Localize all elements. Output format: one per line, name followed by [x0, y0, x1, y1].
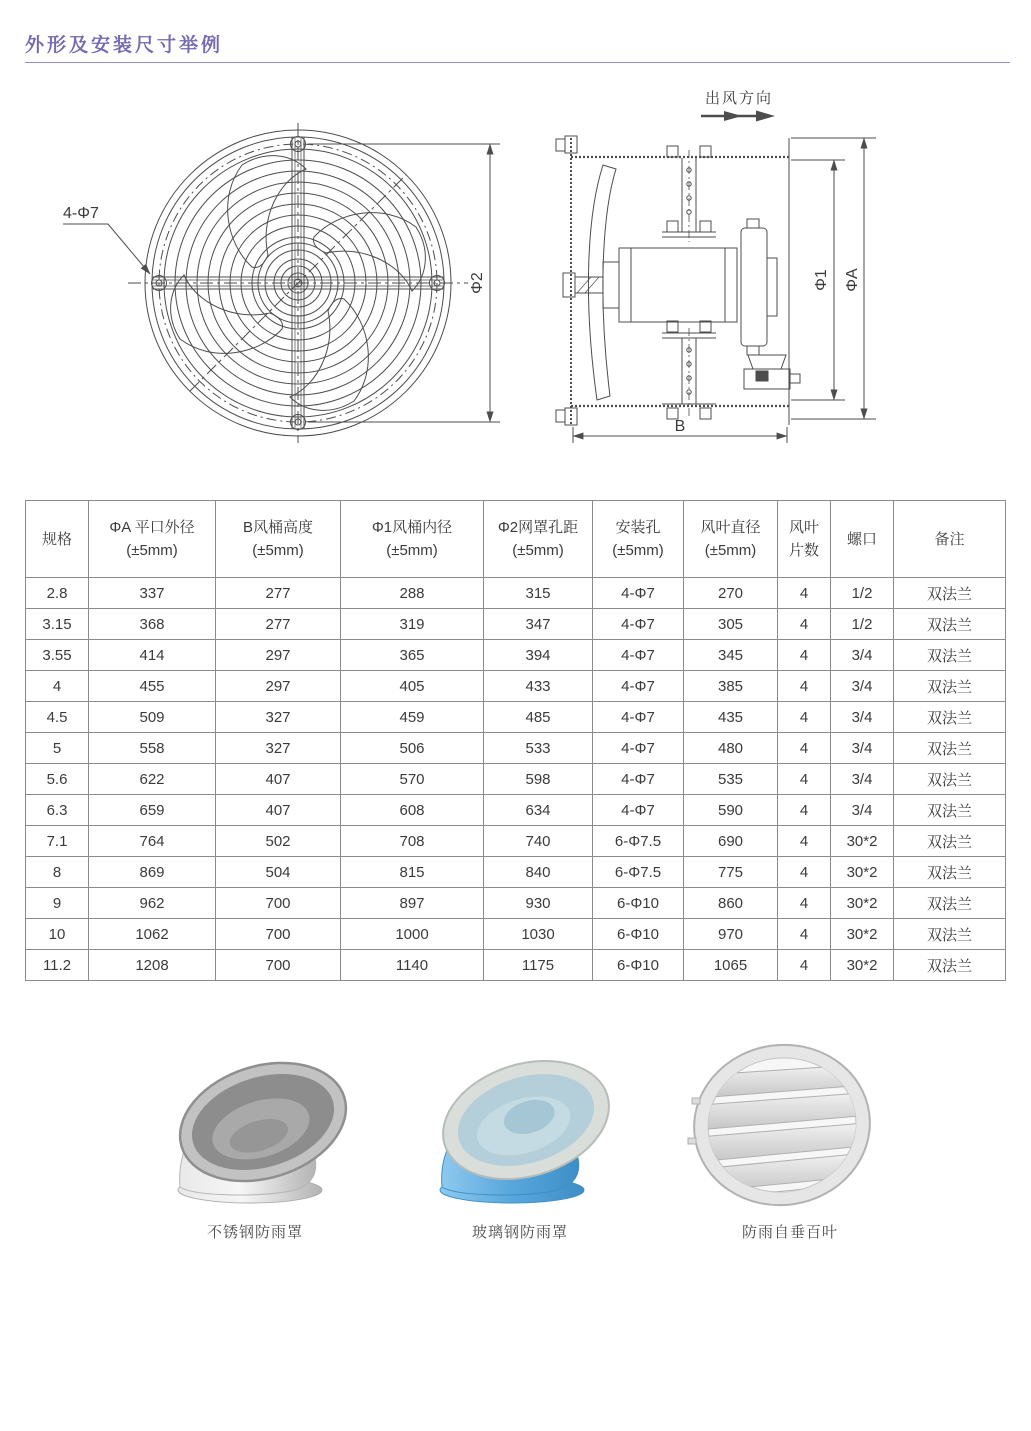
table-cell: 双法兰: [894, 733, 1006, 764]
column-header: 风叶 片数: [778, 501, 831, 578]
column-header: B风桶高度 (±5mm): [216, 501, 341, 578]
front-view-drawing: [63, 123, 500, 443]
column-header: ΦA 平口外径 (±5mm): [89, 501, 216, 578]
table-cell: 6-Φ10: [593, 950, 684, 981]
airflow-direction-label: 出风方向: [704, 90, 774, 107]
table-cell: 4-Φ7: [593, 702, 684, 733]
frp-rain-cover-image: [400, 1040, 640, 1210]
table-cell: 2.8: [26, 578, 89, 609]
table-cell: 385: [684, 671, 778, 702]
product-louver: [670, 1040, 910, 1242]
table-cell: 双法兰: [894, 795, 1006, 826]
table-cell: 533: [484, 733, 593, 764]
table-cell: 570: [341, 764, 484, 795]
dim-phi1: [791, 160, 845, 400]
table-cell: 1065: [684, 950, 778, 981]
table-row: [26, 671, 1006, 702]
table-cell: 930: [484, 888, 593, 919]
table-cell: 双法兰: [894, 857, 1006, 888]
table-cell: 3/4: [831, 640, 894, 671]
table-cell: 1140: [341, 950, 484, 981]
table-cell: 277: [216, 609, 341, 640]
table-cell: 1062: [89, 919, 216, 950]
dim-phiA-label: ΦA: [844, 268, 861, 292]
dim-phi2-label: Φ2: [469, 272, 486, 294]
table-cell: 297: [216, 671, 341, 702]
table-cell: 740: [484, 826, 593, 857]
table-cell: 634: [484, 795, 593, 826]
table-cell: 270: [684, 578, 778, 609]
table-cell: 1030: [484, 919, 593, 950]
table-cell: 4: [778, 950, 831, 981]
table-cell: 414: [89, 640, 216, 671]
table-cell: 6-Φ7.5: [593, 826, 684, 857]
table-cell: 9: [26, 888, 89, 919]
table-header-row: [26, 501, 1006, 578]
table-cell: 4: [778, 578, 831, 609]
table-cell: 6-Φ10: [593, 919, 684, 950]
table-cell: 4-Φ7: [593, 764, 684, 795]
table-cell: 405: [341, 671, 484, 702]
table-cell: 30*2: [831, 919, 894, 950]
product-caption: 不锈钢防雨罩: [206, 1224, 303, 1241]
table-cell: 407: [216, 764, 341, 795]
table-cell: 4: [778, 702, 831, 733]
table-cell: 315: [484, 578, 593, 609]
technical-drawings: [0, 0, 1031, 500]
table-row: [26, 702, 1006, 733]
table-cell: 双法兰: [894, 888, 1006, 919]
louver-image: [670, 1040, 910, 1210]
table-cell: 297: [216, 640, 341, 671]
table-cell: 双法兰: [894, 702, 1006, 733]
product-stainless-rain-cover: [135, 1040, 375, 1242]
table-cell: 319: [341, 609, 484, 640]
table-cell: 485: [484, 702, 593, 733]
table-cell: 双法兰: [894, 826, 1006, 857]
table-cell: 4: [778, 640, 831, 671]
table-cell: 4-Φ7: [593, 795, 684, 826]
column-header: 风叶直径 (±5mm): [684, 501, 778, 578]
table-cell: 双法兰: [894, 578, 1006, 609]
table-cell: 690: [684, 826, 778, 857]
column-header: 规格: [26, 501, 89, 578]
table-cell: 459: [341, 702, 484, 733]
table-cell: 1175: [484, 950, 593, 981]
table-cell: 365: [341, 640, 484, 671]
table-cell: 双法兰: [894, 640, 1006, 671]
table-row: [26, 795, 1006, 826]
table-cell: 双法兰: [894, 919, 1006, 950]
table-row: [26, 733, 1006, 764]
table-cell: 435: [684, 702, 778, 733]
table-cell: 3/4: [831, 764, 894, 795]
fan-casing: [556, 136, 789, 425]
blade-profile: [588, 165, 616, 400]
table-cell: 3/4: [831, 795, 894, 826]
table-cell: 4-Φ7: [593, 578, 684, 609]
table-cell: 1208: [89, 950, 216, 981]
table-cell: 700: [216, 888, 341, 919]
table-cell: 277: [216, 578, 341, 609]
table-cell: 30*2: [831, 826, 894, 857]
table-cell: 590: [684, 795, 778, 826]
table-cell: 4: [778, 826, 831, 857]
dim-b-label: B: [674, 418, 686, 435]
table-cell: 4-Φ7: [593, 609, 684, 640]
terminal-box: [744, 355, 800, 389]
table-cell: 双法兰: [894, 671, 1006, 702]
table-cell: 764: [89, 826, 216, 857]
side-view-drawing: [556, 90, 876, 443]
table-cell: 3.15: [26, 609, 89, 640]
table-cell: 337: [89, 578, 216, 609]
support-strut-top: [662, 146, 716, 242]
table-cell: 608: [341, 795, 484, 826]
table-cell: 双法兰: [894, 609, 1006, 640]
table-cell: 394: [484, 640, 593, 671]
table-cell: 1000: [341, 919, 484, 950]
table-cell: 4-Φ7: [593, 733, 684, 764]
airflow-arrow: [701, 111, 775, 122]
table-cell: 30*2: [831, 950, 894, 981]
table-cell: 6-Φ7.5: [593, 857, 684, 888]
table-cell: 368: [89, 609, 216, 640]
dim-phi1-label: Φ1: [813, 269, 830, 291]
table-cell: 347: [484, 609, 593, 640]
support-strut-bottom: [662, 321, 716, 419]
table-cell: 869: [89, 857, 216, 888]
table-cell: 327: [216, 702, 341, 733]
motor-shaft: [563, 262, 619, 308]
table-cell: 4: [778, 888, 831, 919]
table-cell: 4: [778, 857, 831, 888]
table-cell: 5: [26, 733, 89, 764]
table-row: [26, 950, 1006, 981]
table-cell: 3/4: [831, 702, 894, 733]
table-cell: 6-Φ10: [593, 888, 684, 919]
column-header: 安装孔 (±5mm): [593, 501, 684, 578]
table-cell: 775: [684, 857, 778, 888]
table-cell: 7.1: [26, 826, 89, 857]
table-cell: 509: [89, 702, 216, 733]
table-cell: 8: [26, 857, 89, 888]
dimension-table: [25, 500, 1006, 981]
table-cell: 30*2: [831, 888, 894, 919]
table-cell: 558: [89, 733, 216, 764]
table-row: [26, 578, 1006, 609]
table-cell: 11.2: [26, 950, 89, 981]
table-cell: 1/2: [831, 609, 894, 640]
table-cell: 4-Φ7: [593, 671, 684, 702]
table-cell: 708: [341, 826, 484, 857]
column-header: 螺口: [831, 501, 894, 578]
table-cell: 10: [26, 919, 89, 950]
table-row: [26, 640, 1006, 671]
hole-callout-label: 4-Φ7: [63, 205, 99, 222]
column-header: Φ2网罩孔距 (±5mm): [484, 501, 593, 578]
table-cell: 3/4: [831, 671, 894, 702]
table-cell: 506: [341, 733, 484, 764]
table-cell: 4.5: [26, 702, 89, 733]
motor-body: [619, 219, 777, 355]
table-cell: 6.3: [26, 795, 89, 826]
table-cell: 4: [26, 671, 89, 702]
table-cell: 30*2: [831, 857, 894, 888]
table-cell: 815: [341, 857, 484, 888]
table-row: [26, 857, 1006, 888]
table-cell: 双法兰: [894, 950, 1006, 981]
table-cell: 5.6: [26, 764, 89, 795]
product-frp-rain-cover: [400, 1040, 640, 1242]
table-cell: 970: [684, 919, 778, 950]
hole-leader-line: [63, 224, 150, 274]
table-cell: 480: [684, 733, 778, 764]
table-cell: 962: [89, 888, 216, 919]
table-cell: 598: [484, 764, 593, 795]
table-cell: 327: [216, 733, 341, 764]
table-row: [26, 826, 1006, 857]
table-cell: 305: [684, 609, 778, 640]
table-cell: 288: [341, 578, 484, 609]
table-cell: 502: [216, 826, 341, 857]
table-cell: 4: [778, 671, 831, 702]
table-cell: 4: [778, 733, 831, 764]
column-header: Φ1风桶内径 (±5mm): [341, 501, 484, 578]
table-cell: 407: [216, 795, 341, 826]
table-row: [26, 888, 1006, 919]
table-cell: 双法兰: [894, 764, 1006, 795]
table-cell: 504: [216, 857, 341, 888]
table-cell: 535: [684, 764, 778, 795]
table-cell: 4: [778, 764, 831, 795]
table-cell: 4: [778, 795, 831, 826]
page-title: 外形及安装尺寸举例: [25, 35, 224, 56]
dim-b: [573, 418, 787, 443]
table-cell: 4: [778, 919, 831, 950]
table-row: [26, 919, 1006, 950]
table-cell: 345: [684, 640, 778, 671]
table-body: [26, 578, 1006, 981]
table-cell: 433: [484, 671, 593, 702]
product-caption: 玻璃钢防雨罩: [471, 1224, 568, 1241]
table-cell: 700: [216, 919, 341, 950]
table-cell: 3.55: [26, 640, 89, 671]
table-row: [26, 764, 1006, 795]
product-caption: 防雨自垂百叶: [741, 1224, 838, 1241]
table-cell: 840: [484, 857, 593, 888]
stainless-rain-cover-image: [135, 1040, 375, 1210]
table-cell: 860: [684, 888, 778, 919]
column-header: 备注: [894, 501, 1006, 578]
table-cell: 455: [89, 671, 216, 702]
table-cell: 700: [216, 950, 341, 981]
table-row: [26, 609, 1006, 640]
table-cell: 659: [89, 795, 216, 826]
table-cell: 4-Φ7: [593, 640, 684, 671]
table-cell: 622: [89, 764, 216, 795]
table-cell: 3/4: [831, 733, 894, 764]
table-cell: 897: [341, 888, 484, 919]
table-cell: 1/2: [831, 578, 894, 609]
table-cell: 4: [778, 609, 831, 640]
